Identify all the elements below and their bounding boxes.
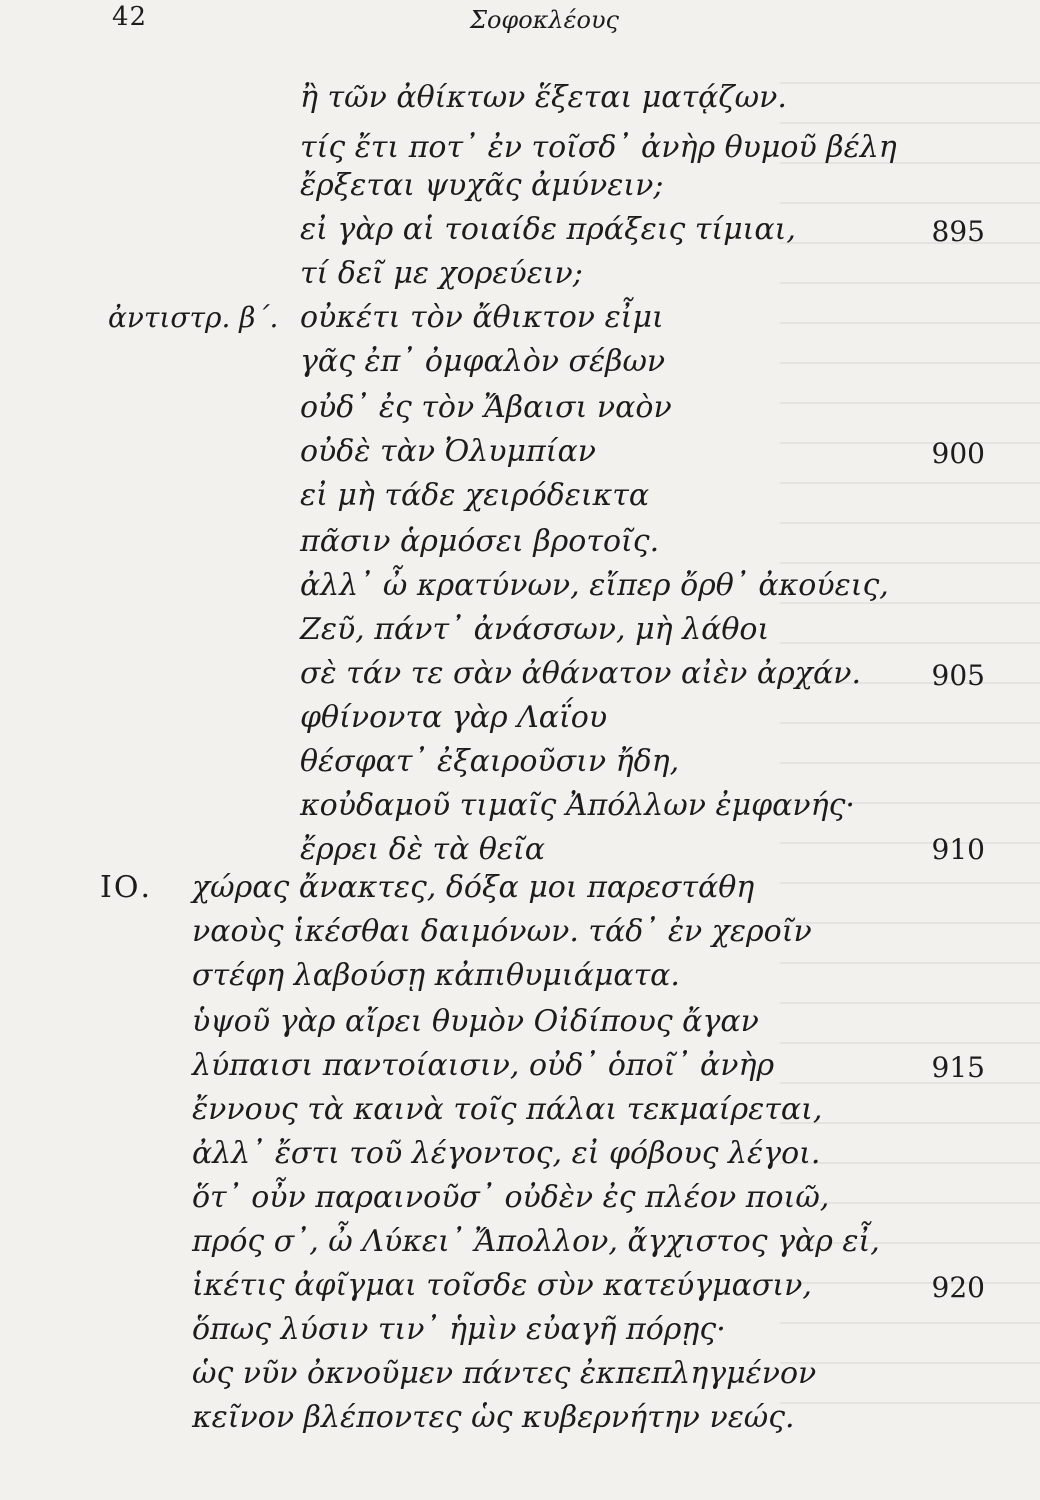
line-number: 905 [931, 659, 985, 692]
verse-line: ἔννους τὰ καινὰ τοῖς πάλαι τεκμαίρεται, [192, 1092, 823, 1127]
verse-line: γᾶς ἐπ᾽ ὀμφαλὸν σέβων [300, 344, 666, 379]
verse-line: πρός σ᾽, ὦ Λύκει᾽ Ἄπολλον, ἄγχιστος γὰρ εἶ, [192, 1224, 880, 1259]
verse-line: κεῖνον βλέποντες ὡς κυβερνήτην νεώς. [192, 1400, 795, 1435]
section-label-antistrophe: ἀντιστρ. β΄. [108, 301, 279, 334]
verse-line: ναοὺς ἱκέσθαι δαιμόνων. τάδ᾽ ἐν χεροῖν [192, 914, 812, 949]
verse-line: ὑψοῦ γὰρ αἴρει θυμὸν Οἰδίπους ἄγαν [192, 1004, 759, 1039]
verse-line: λύπαισι παντοίαισιν, οὐδ᾽ ὁποῖ᾽ ἀνὴρ [192, 1048, 775, 1083]
running-head: Σοφοκλέους [470, 6, 619, 34]
verse-line: ἀλλ᾽ ὦ κρατύνων, εἴπερ ὄρθ᾽ ἀκούεις, [300, 568, 889, 603]
verse-line: ὅπως λύσιν τιν᾽ ἡμὶν εὐαγῆ πόρῃς· [192, 1312, 726, 1347]
verse-line: στέφη λαβούσῃ κἀπιθυμιάματα. [192, 958, 680, 993]
verse-line: οὐκέτι τὸν ἄθικτον εἶμι [300, 300, 664, 335]
verse-line: πᾶσιν ἁρμόσει βροτοῖς. [300, 524, 660, 559]
verse-line: ὡς νῦν ὀκνοῦμεν πάντες ἐκπεπληγμένον [192, 1356, 817, 1391]
verse-line: ἀλλ᾽ ἔστι τοῦ λέγοντος, εἰ φόβους λέγοι. [192, 1136, 821, 1171]
verse-line: ἔρρει δὲ τὰ θεῖα [300, 832, 546, 867]
page-number: 42 [112, 2, 148, 32]
verse-line: θέσφατ᾽ ἐξαιροῦσιν ἤδη, [300, 744, 680, 779]
line-number: 920 [931, 1271, 985, 1304]
verse-line: ἔρξεται ψυχᾶς ἀμύνειν; [300, 168, 664, 203]
verse-line: Ζεῦ, πάντ᾽ ἀνάσσων, μὴ λάθοι [300, 612, 770, 647]
verse-line: τί δεῖ με χορεύειν; [300, 256, 583, 291]
verse-line: ἱκέτις ἀφῖγμαι τοῖσδε σὺν κατεύγμασιν, [192, 1268, 812, 1303]
verse-line: σὲ τάν τε σὰν ἀθάνατον αἰὲν ἀρχάν. [300, 656, 861, 691]
verse-line: εἰ μὴ τάδε χειρόδεικτα [300, 478, 650, 513]
verse-line: κοὐδαμοῦ τιμαῖς Ἀπόλλων ἐμφανής· [300, 788, 855, 823]
line-number: 915 [931, 1051, 985, 1084]
line-number: 895 [931, 215, 985, 248]
verse-line: φθίνοντα γὰρ Λαΐου [300, 700, 608, 735]
verse-line: ἢ τῶν ἀθίκτων ἕξεται ματᾴζων. [300, 80, 787, 115]
verse-line: οὐδ᾽ ἐς τὸν Ἄβαισι ναὸν [300, 390, 672, 425]
verse-line: τίς ἔτι ποτ᾽ ἐν τοῖσδ᾽ ἀνὴρ θυμοῦ βέλη [300, 130, 897, 165]
line-number: 910 [931, 833, 985, 866]
verse-line: εἰ γὰρ αἱ τοιαίδε πράξεις τίμιαι, [300, 212, 796, 247]
verse-line: οὐδὲ τὰν Ὀλυμπίαν [300, 434, 596, 469]
verse-line: ὅτ᾽ οὖν παραινοῦσ᾽ οὐδὲν ἐς πλέον ποιῶ, [192, 1180, 830, 1215]
line-number: 900 [931, 437, 985, 470]
verse-line: χώρας ἄνακτες, δόξα μοι παρεστάθη [192, 870, 755, 905]
speaker-label: ΙΟ. [100, 870, 152, 905]
